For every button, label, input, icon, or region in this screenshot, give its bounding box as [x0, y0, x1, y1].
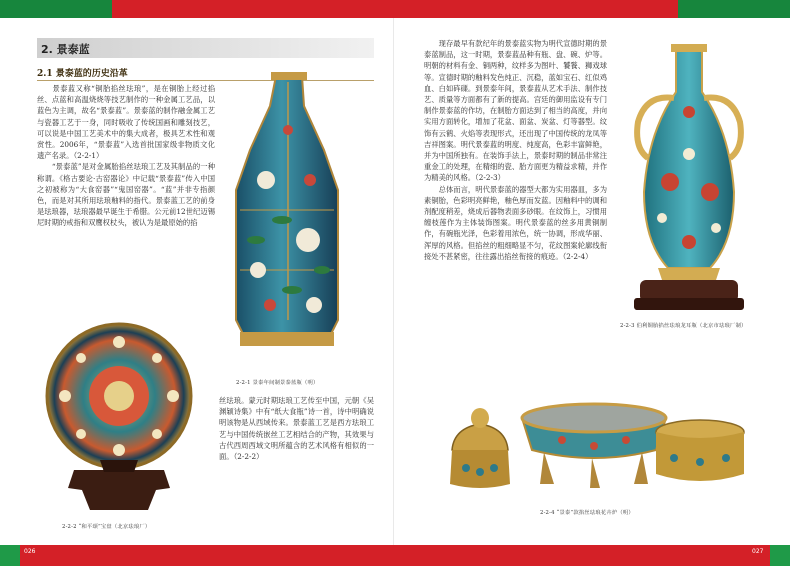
header-band-green-left	[0, 0, 112, 18]
caption-2-2-1: 2-2-1 景泰年间制景泰蓝瓶（明）	[236, 380, 319, 386]
caption-2-2-2: 2-2-2 “和平颂”宝盘（北京珐琅厂）	[62, 524, 151, 530]
header-band	[0, 0, 790, 18]
footer-band-green-left	[0, 545, 20, 566]
body-text-left-1: 景泰蓝又称“铜胎掐丝珐琅”，是在铜胎上经过掐丝、点蓝和高温烧烧等技艺制作的一种金属工艺品，以蓝色为主调，故名“景泰蓝”。景泰蓝的制作融金属工艺与瓷器工艺于一身，同时吸收了传统国画和雕刻技艺，可以说是中国工艺美术中的集大成者，极具艺术性和观赏性。2006年，“景泰蓝”入选首批国家级非物质文化遗产名录。（2-2-1） “景泰蓝”是对金属胎掐丝珐琅工艺及其制品的一种称谓。《格古要论·古窑器论》中记载“景泰蓝”传入中国之初被称为“大食窑器”“鬼国窑器”。“蓝”并非专指颜色，而是对其所用珐琅釉料的指代。景泰蓝工艺的前身是珐琅器，珐琅器最早诞生于希腊。公元前12世纪迈锡尼时期的戒指和双鹰权杖头，被认为是最原始的掐	[37, 84, 215, 228]
footer-band	[0, 545, 790, 566]
page-gutter	[393, 18, 394, 545]
chapter-heading: 2. 景泰蓝	[41, 43, 90, 56]
footer-band-green-right	[770, 545, 790, 566]
caption-2-2-3: 2-2-3 伯利铜胎掐丝珐琅龙耳瓶（北京市珐琅厂制）	[620, 323, 747, 329]
page-number-left: 026	[24, 548, 36, 555]
section-heading: 2.1 景泰蓝的历史沿革	[37, 69, 128, 79]
chapter-heading-bar	[37, 38, 374, 58]
footer-band-red	[20, 545, 770, 566]
image-censer-set	[444, 388, 750, 498]
body-text-right: 现存最早有款纪年的景泰蓝实物为明代宣德时期的景泰蓝制品，这一时期，景泰蓝品种有瓶、盘、碗、炉等。明朝的材料有金、铜两种，纹样多为图叶、饕餮、狮戏球等。宣德时期的釉料发色纯正、沉稳，蓝如宝石、红似鸡血、白如砗磲。到景泰年间，景泰蓝从艺术手法、制作技艺、质量等方面都有了新的提高。宫廷的御用监设有专门制作景泰蓝的作坊，在制胎方面达到了相当的高度，并向实用方面转化，增加了花盆、面盆、炭盆、灯等器型。纹饰有云鹤、火焰等表现形式，还出现了中国传统的龙凤等吉祥图案。明代景泰蓝的明度、纯度高，色彩丰富鲜艳，并为中国所独有。在装饰手法上，景泰时期的制品非常注重金工的处理，在精细的瓷、胎方面更为精益求精，并作为精美的风格。（2-2-3） 总体而言，明代景泰蓝的器型大都为实用器皿，多为素铜胎，色彩明亮鲜艳，釉色厚而发蓝。因釉料中的调和剂配度稍差，烧成后器物表面多砂眼。在纹饰上，习惯用缠枝莲作为主体装饰图案。明代景泰蓝的丝多用黄铜制作，有碗瓶光泽，色彩着用浓色，统一协调，形成华丽、浑厚的风格。但掐丝的粗细略显不匀，花纹图案轮廓线衔接处不甚紧密，往往露出掐丝衔接的痕迹。（2-2-4）	[424, 39, 607, 261]
body-text-left-2: 丝珐琅。蒙元时期珐琅工艺传至中国，元朝《吴渊颖诗集》中有“纸大食瓶”诗一首，诗中明确说明该物是从西域传来。景泰蓝工艺是西方珐琅工艺与中国传统嵌丝工艺相结合的产物，其效果与古代西周西域文明所蕴含的艺术风格有相似的一面。（2-2-2）	[219, 396, 374, 462]
header-band-red	[112, 0, 678, 18]
page-number-right: 027	[752, 548, 764, 555]
caption-2-2-4: 2-2-4 “景泰”款掐丝珐琅花卉炉（明）	[540, 510, 634, 516]
image-dragon-handle-vase	[618, 42, 760, 314]
header-band-green-right	[678, 0, 790, 18]
image-jingtai-vase	[226, 70, 348, 354]
image-peace-plate	[38, 320, 200, 520]
